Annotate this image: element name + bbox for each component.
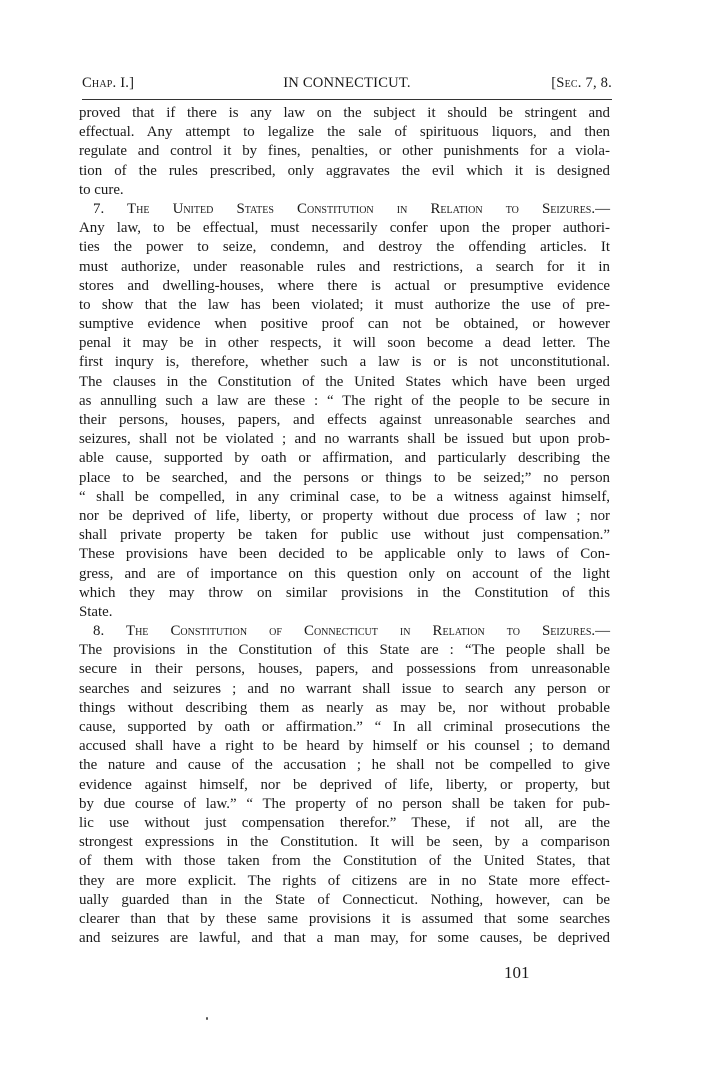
page-number: 101 bbox=[504, 963, 530, 982]
text-line: to show that the law has been violated; it must authorize the use of pre- bbox=[79, 296, 610, 313]
text-line: “ shall be compelled, in any criminal case, to be a witness against himself, bbox=[79, 488, 610, 505]
text-line: regulate and control it by fines, penalties, or other punishments for a viola- bbox=[79, 143, 610, 160]
text-line: State. bbox=[79, 603, 113, 620]
text-line: of them with those taken from the Constitution of the United States, that bbox=[79, 853, 610, 870]
text-line: evidence against himself, nor be deprived of life, liberty, or property, but bbox=[79, 776, 610, 793]
text-line: searches and seizures ; and no warrant shall issue to search any person or bbox=[79, 680, 610, 697]
section-heading-8: 8. The Constitution of Connecticut in Relation to Seizures.— bbox=[93, 623, 610, 640]
text-line: The clauses in the Constitution of the United States which have been urged bbox=[79, 373, 610, 390]
text-line: secure in their persons, houses, papers, and possessions from unreasonable bbox=[79, 661, 610, 678]
text-line: place to be searched, and the persons or things to be seized;” no person bbox=[79, 469, 610, 486]
text-line: The provisions in the Constitution of this State are : “The people shall be bbox=[79, 642, 610, 659]
text-line: cause, supported by oath or affirmation.” “ In all criminal prosecutions the bbox=[79, 719, 610, 735]
text-line: shall private property be taken for public use without just compensation.” bbox=[79, 527, 610, 544]
text-line: accused shall have a right to be heard by himself or his counsel ; to demand bbox=[79, 738, 610, 755]
text-line: Any law, to be effectual, must necessarily confer upon the proper authori- bbox=[79, 220, 610, 237]
text-line: ually guarded than in the State of Connecticut. Nothing, however, can be bbox=[79, 891, 610, 908]
text-line: things without describing them as nearly as may be, nor without probable bbox=[79, 699, 610, 716]
text-line: clearer than that by these same provisions it is assumed that some searches bbox=[79, 910, 610, 927]
text-line: they are more explicit. The rights of citizens are in no State more effect- bbox=[79, 872, 610, 889]
ink-speck bbox=[206, 1017, 208, 1020]
header-chapter: Chap. I.] bbox=[82, 75, 135, 91]
text-line: able cause, supported by oath or affirmation, and particularly describing the bbox=[79, 450, 610, 467]
body-text bbox=[79, 104, 610, 948]
text-line: tion of the rules prescribed, only aggravates the evil which it is designed bbox=[79, 162, 610, 179]
text-line: These provisions have been decided to be applicable only to laws of Con- bbox=[79, 546, 610, 563]
header-section: [Sec. 7, 8. bbox=[551, 75, 612, 91]
text-line: seizures, shall not be violated ; and no warrants shall be issued but upon prob- bbox=[79, 431, 610, 448]
text-line: effectual. Any attempt to legalize the sale of spirituous liquors, and then bbox=[79, 124, 610, 141]
text-line: first inqury is, therefore, whether such a law is or is not unconstitutional. bbox=[79, 354, 610, 371]
text-line: stores and dwelling-houses, where there is actual or presumptive evidence bbox=[79, 277, 610, 294]
text-line: penal it may be in other respects, it will soon become a dead letter. The bbox=[79, 335, 610, 352]
header-rule bbox=[82, 99, 612, 100]
text-line: and seizures are lawful, and that a man may, for some causes, be deprived bbox=[79, 930, 610, 947]
text-line: sumptive evidence when positive proof can not be obtained, or however bbox=[79, 316, 610, 333]
text-line: lic use without just compensation therefor.” These, if not all, are the bbox=[79, 814, 610, 831]
header-title: IN CONNECTICUT. bbox=[283, 75, 411, 91]
text-line: the nature and cause of the accusation ; he shall not be compelled to give bbox=[79, 757, 610, 774]
text-line: which they may throw on similar provisions in the Constitution of this bbox=[79, 584, 610, 601]
text-line: nor be deprived of life, liberty, or property without due process of law ; nor bbox=[79, 507, 610, 524]
text-line: must authorize, under reasonable rules and restrictions, a search for it in bbox=[79, 258, 610, 275]
text-line: as annulling such a law are these : “ The right of the people to be secure in bbox=[79, 392, 610, 409]
text-line: their persons, houses, papers, and effects against unreasonable searches and bbox=[79, 412, 610, 428]
section-heading-7: 7. The United States Constitution in Relation to Seizures.— bbox=[93, 200, 610, 217]
text-line: gress, and are of importance on this question only on account of the light bbox=[79, 565, 610, 582]
text-line: strongest expressions in the Constitution. It will be seen, by a comparison bbox=[79, 834, 610, 851]
text-line: by due course of law.” “ The property of no person shall be taken for pub- bbox=[79, 795, 610, 812]
text-line: ties the power to seize, condemn, and destroy the offending articles. It bbox=[79, 239, 610, 256]
text-line: proved that if there is any law on the subject it should be stringent and bbox=[79, 105, 610, 121]
text-line: to cure. bbox=[79, 181, 124, 198]
